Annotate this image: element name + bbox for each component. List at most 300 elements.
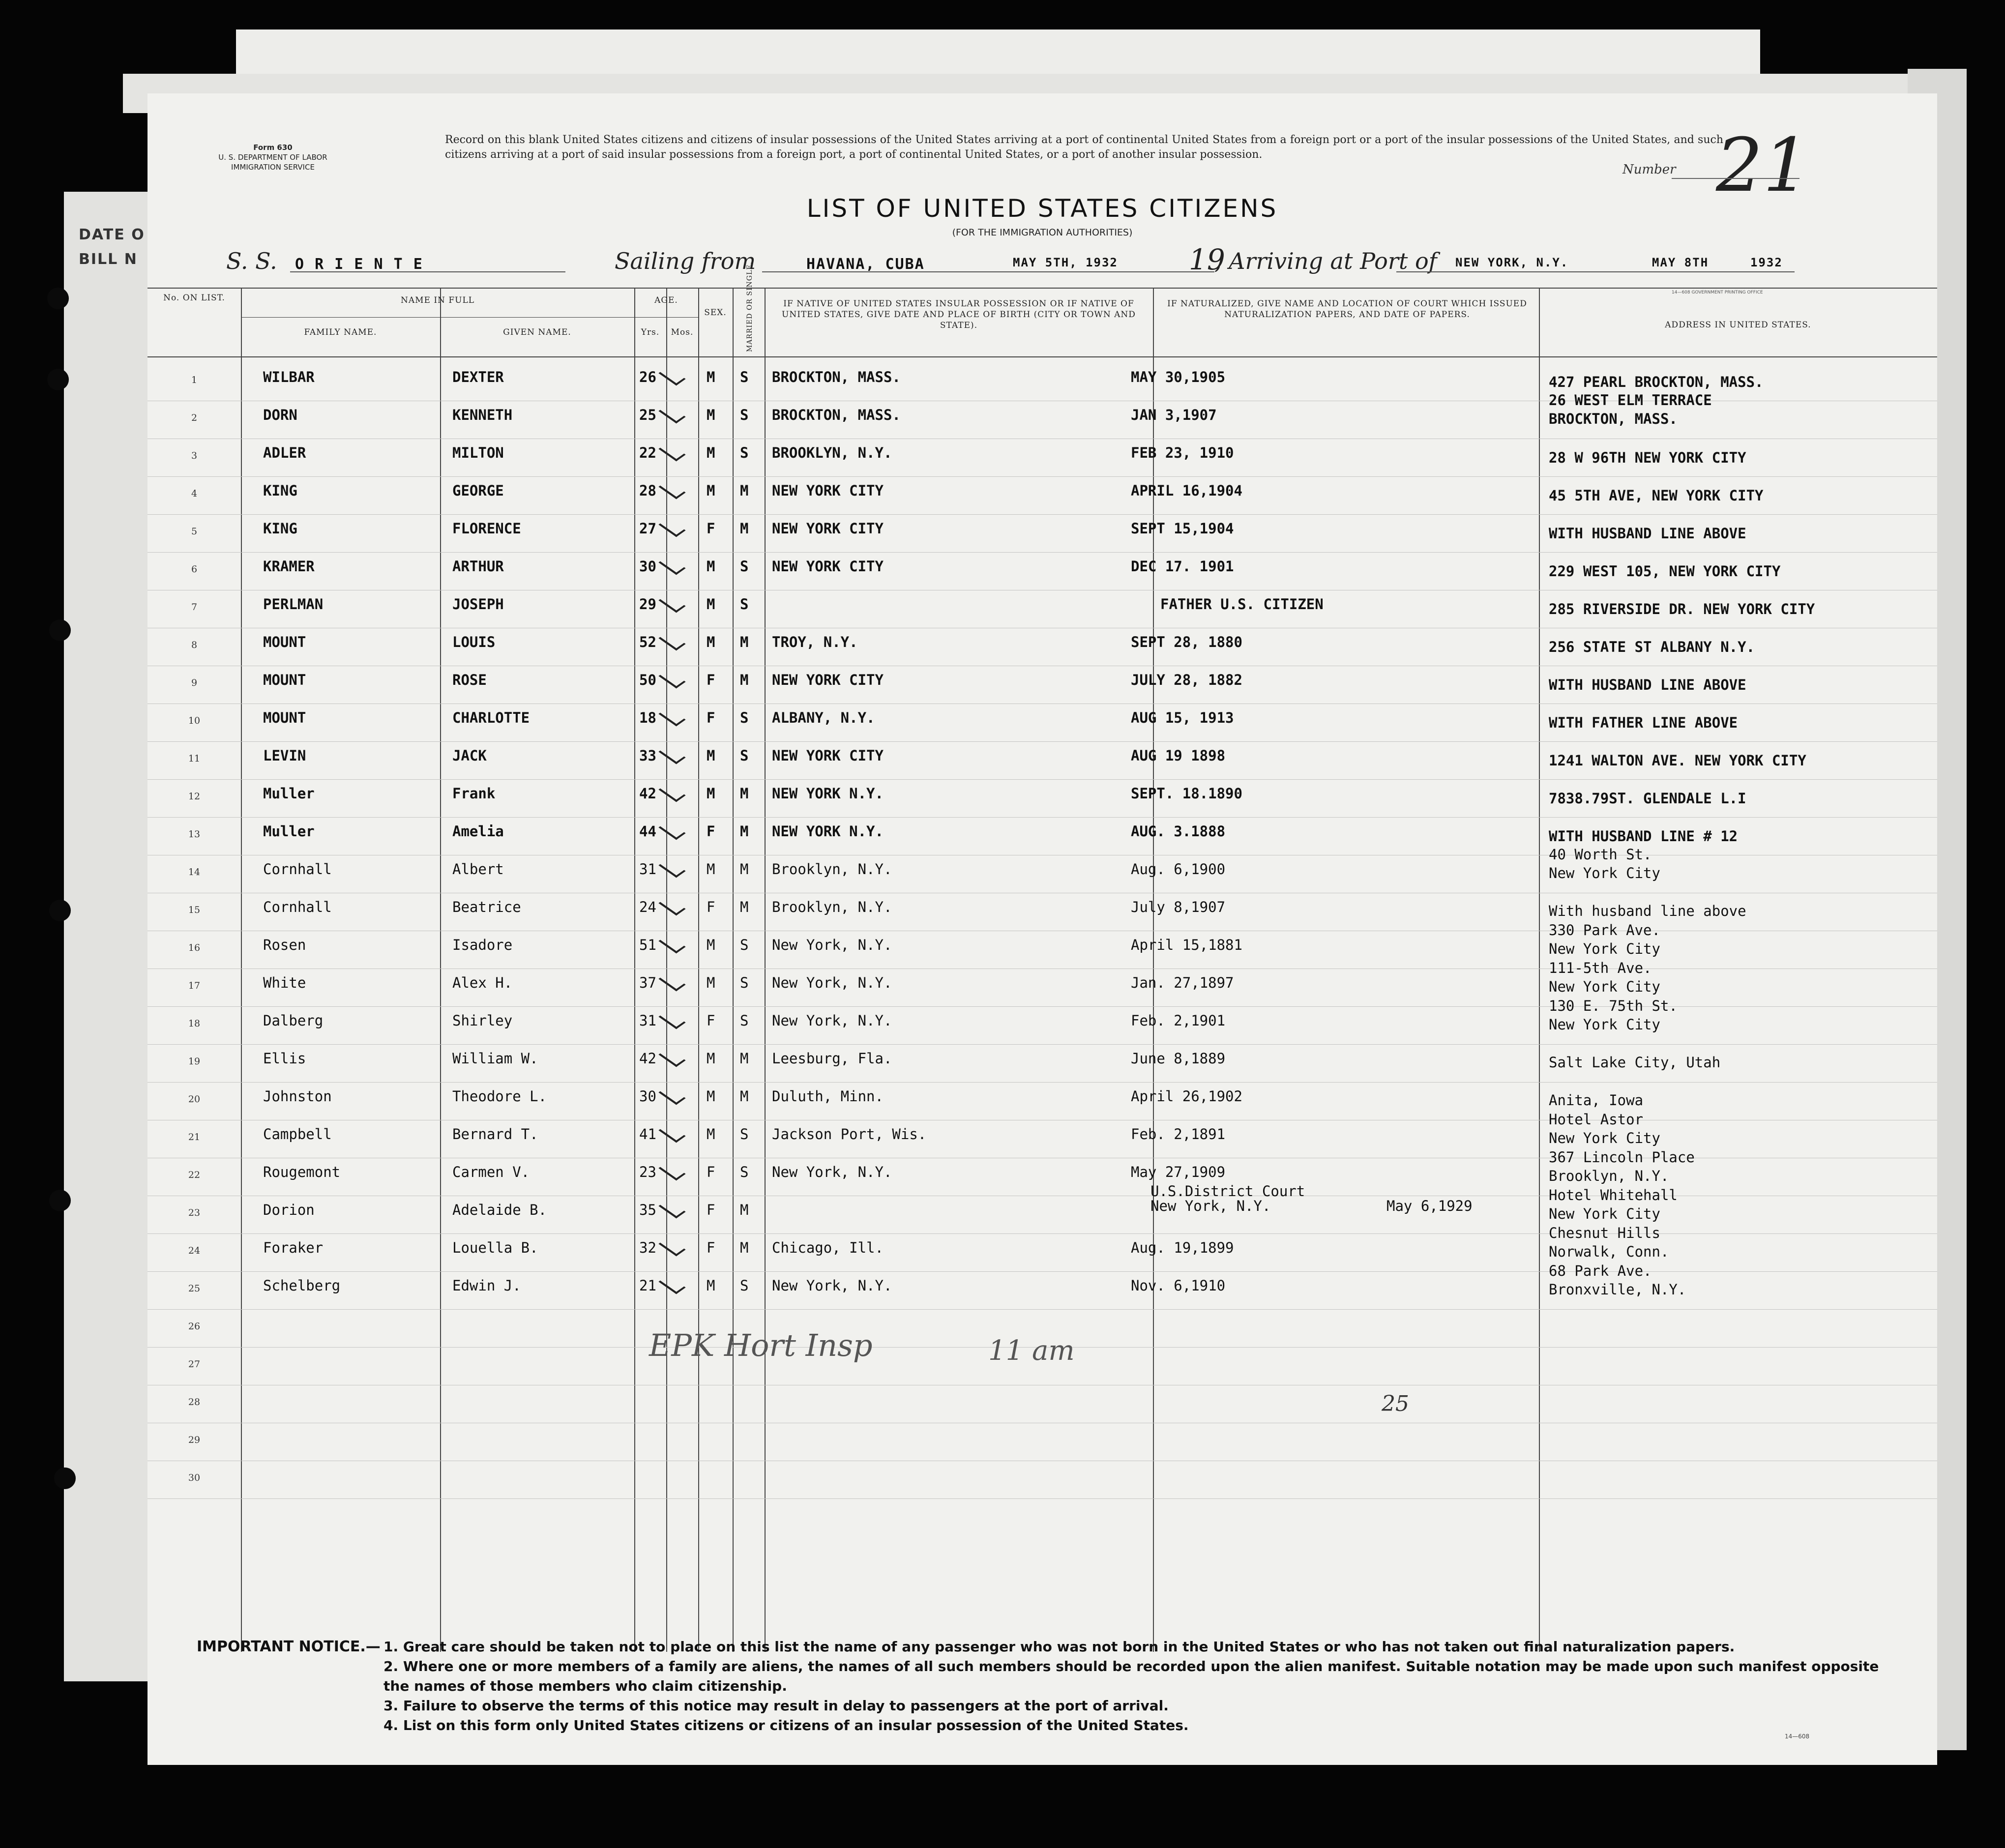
row-number: 21: [188, 1132, 201, 1143]
address-line: 229 WEST 105, NEW YORK CITY: [1549, 563, 1781, 580]
row-number: 1: [191, 375, 198, 385]
checkmark-icon: [658, 1010, 685, 1029]
family-name: Cornhall: [263, 861, 332, 878]
col-yrs: Yrs.: [641, 327, 660, 337]
birth-date: April 26,1902: [1131, 1088, 1242, 1105]
checkmark-icon: [658, 594, 685, 613]
birth-date: SEPT 15,1904: [1131, 520, 1234, 537]
sex: M: [707, 444, 715, 461]
marital-status: S: [740, 974, 749, 991]
birth-date: June 8,1889: [1131, 1050, 1226, 1067]
marital-status: S: [740, 1012, 749, 1029]
birth-date: Feb. 2,1901: [1131, 1012, 1226, 1029]
sex: M: [707, 747, 715, 764]
address-line: 285 RIVERSIDE DR. NEW YORK CITY: [1549, 601, 1815, 617]
count-annotation: 25: [1382, 1391, 1409, 1416]
sex: F: [707, 709, 715, 726]
sex: M: [707, 861, 715, 878]
notice-item: 2. Where one or more members of a family are aliens, the names of all such members should be recorded upon the alien manifest. Suitable notation may be made upon such manifest opposite the names of those members who claim citizenship.: [383, 1658, 1879, 1694]
col-divider: [698, 288, 699, 1652]
age-years: 32: [639, 1239, 656, 1256]
birth-place: NEW YORK N.Y.: [772, 785, 884, 802]
birth-place: New York, N.Y.: [772, 937, 892, 953]
birth-date: SEPT. 18.1890: [1131, 785, 1242, 802]
age-years: 44: [639, 823, 656, 840]
family-name: White: [263, 974, 306, 991]
age-years: 22: [639, 444, 656, 461]
sex: M: [707, 1088, 715, 1105]
header-bottom-rule: [147, 356, 1937, 357]
age-years: 24: [639, 899, 656, 915]
given-name: DEXTER: [452, 369, 504, 385]
col-married: MARRIED OR SINGLE.: [746, 262, 754, 352]
age-years: 26: [639, 369, 656, 385]
row-number: 17: [188, 980, 201, 991]
given-name: Isadore: [452, 937, 513, 953]
age-years: 51: [639, 937, 656, 953]
depart-hand: 19: [1189, 243, 1225, 276]
page-title: LIST OF UNITED STATES CITIZENS: [806, 194, 1278, 223]
sex: F: [707, 672, 715, 688]
birth-place: ALBANY, N.Y.: [772, 709, 875, 726]
sex: M: [707, 785, 715, 802]
checkmark-icon: [658, 670, 685, 689]
address-line: New York City: [1549, 1130, 1660, 1146]
family-name: Rougemont: [263, 1164, 341, 1180]
family-name: Campbell: [263, 1126, 332, 1143]
address-line: New York City: [1549, 940, 1660, 957]
row-rule: [147, 514, 1937, 515]
checkmark-icon: [658, 935, 685, 954]
sex: F: [707, 1239, 715, 1256]
age-years: 50: [639, 672, 656, 688]
row-number: 9: [191, 677, 198, 688]
marital-status: M: [740, 899, 749, 915]
age-years: 42: [639, 785, 656, 802]
row-number: 2: [191, 412, 198, 423]
given-name: Albert: [452, 861, 504, 878]
age-years: 29: [639, 596, 656, 613]
sex: F: [707, 1164, 715, 1180]
col-sex: SEX.: [704, 308, 727, 318]
number-underline: [1672, 178, 1799, 179]
punch-hole: [47, 288, 69, 309]
row-number: 23: [188, 1207, 201, 1218]
checkmark-icon: [658, 442, 685, 462]
sailing-from: HAVANA, CUBA: [806, 256, 925, 273]
checkmark-icon: [658, 783, 685, 802]
birth-place: BROCKTON, MASS.: [772, 369, 901, 385]
row-rule: [147, 1309, 1937, 1310]
birth-place: TROY, N.Y.: [772, 634, 858, 650]
birth-place: BROCKTON, MASS.: [772, 407, 901, 423]
naturalization-court: U.S.District Court: [1150, 1183, 1305, 1200]
birth-date: DEC 17. 1901: [1131, 558, 1234, 575]
given-name: Shirley: [452, 1012, 513, 1029]
depart-date: MAY 5TH, 1932: [1013, 256, 1118, 269]
family-name: PERLMAN: [263, 596, 324, 613]
col-divider: [765, 288, 766, 1652]
col-divider: [440, 288, 441, 1652]
birth-date: JULY 28, 1882: [1131, 672, 1242, 688]
sex: M: [707, 558, 715, 575]
name-sub-rule: [241, 317, 634, 318]
row-rule: [147, 1498, 1937, 1499]
given-name: Adelaide B.: [452, 1202, 547, 1218]
checkmark-icon: [658, 821, 685, 840]
row-rule: [147, 968, 1937, 969]
given-name: CHARLOTTE: [452, 709, 530, 726]
arrival-year: 1932: [1750, 256, 1783, 269]
sex: M: [707, 937, 715, 953]
age-years: 23: [639, 1164, 656, 1180]
naturalization-note: FATHER U.S. CITIZEN: [1160, 596, 1324, 613]
marital-status: M: [740, 861, 749, 878]
age-years: 31: [639, 861, 656, 878]
naturalization-location: New York, N.Y.: [1150, 1198, 1271, 1214]
address-line: WITH HUSBAND LINE # 12: [1549, 828, 1738, 845]
sex: F: [707, 1202, 715, 1218]
col-family: FAMILY NAME.: [304, 327, 377, 337]
age-sub-rule: [634, 317, 698, 318]
birth-date: Aug. 6,1900: [1131, 861, 1226, 878]
sailing-label: Sailing from: [615, 248, 756, 274]
col-birth: IF NATIVE OF UNITED STATES INSULAR POSSESSION OR IF NATIVE OF UNITED STATES, GIVE DATE AND PLACE OF BIRTH (CITY OR TOWN AND STATE).: [782, 299, 1136, 330]
family-name: Foraker: [263, 1239, 324, 1256]
marital-status: M: [740, 634, 749, 650]
row-number: 22: [188, 1170, 201, 1180]
row-number: 15: [188, 905, 201, 915]
birth-date: APRIL 16,1904: [1131, 482, 1242, 499]
printer-mark: 14—608 GOVERNMENT PRINTING OFFICE: [1672, 290, 1763, 295]
age-years: 37: [639, 974, 656, 991]
row-number: 8: [191, 640, 198, 650]
birth-date: AUG 19 1898: [1131, 747, 1226, 764]
notice-item: 4. List on this form only United States citizens or citizens of an insular possession of the United States.: [383, 1717, 1189, 1733]
family-name: ADLER: [263, 444, 306, 461]
given-name: ROSE: [452, 672, 487, 688]
birth-place: BROOKLYN, N.Y.: [772, 444, 892, 461]
birth-date: Jan. 27,1897: [1131, 974, 1234, 991]
family-name: KING: [263, 520, 297, 537]
col-divider: [634, 288, 635, 1652]
marital-status: M: [740, 1050, 749, 1067]
sex: F: [707, 1012, 715, 1029]
punch-hole: [49, 900, 71, 921]
side-stamp-2: BILL N: [79, 251, 138, 268]
family-name: Muller: [263, 785, 315, 802]
service: IMMIGRATION SERVICE: [231, 163, 315, 172]
sex: M: [707, 482, 715, 499]
department: U. S. DEPARTMENT OF LABOR: [218, 153, 327, 162]
col-divider: [241, 288, 242, 1652]
row-number: 12: [188, 791, 201, 802]
checkmark-icon: [658, 897, 685, 916]
address-line: 130 E. 75th St.: [1549, 997, 1678, 1014]
birth-date: MAY 30,1905: [1131, 369, 1226, 385]
sex: M: [707, 1050, 715, 1067]
row-number: 5: [191, 526, 198, 537]
given-name: Edwin J.: [452, 1277, 521, 1294]
age-years: 31: [639, 1012, 656, 1029]
sex: F: [707, 520, 715, 537]
page-subtitle: (FOR THE IMMIGRATION AUTHORITIES): [952, 227, 1133, 238]
age-years: 33: [639, 747, 656, 764]
footer-code: 14—608: [1785, 1733, 1810, 1740]
col-mos: Mos.: [671, 327, 694, 337]
intro-text: Record on this blank United States citizens and citizens of insular possessions of the United States arriving at a port of continental United States from a foreign port or a port of the insular possessions of the United States, and such citizens arriving at a port of said insular possessions from a foreign port, a port of continental United States, or a port of another insular possession.: [445, 134, 1723, 161]
address-line: 111-5th Ave.: [1549, 960, 1652, 976]
col-divider: [1539, 288, 1540, 1652]
birth-date: Feb. 2,1891: [1131, 1126, 1226, 1143]
checkmark-icon: [658, 1237, 685, 1257]
birth-date: AUG. 3.1888: [1131, 823, 1226, 840]
checkmark-icon: [658, 480, 685, 499]
notice-item: 1. Great care should be taken not to place on this list the name of any passenger who was not born in the United States or who has not taken out final naturalization papers.: [383, 1639, 1735, 1655]
address-line: With husband line above: [1549, 903, 1746, 919]
given-name: GEORGE: [452, 482, 504, 499]
sex: F: [707, 899, 715, 915]
birth-place: NEW YORK CITY: [772, 482, 884, 499]
age-years: 35: [639, 1202, 656, 1218]
checkmark-icon: [658, 1124, 685, 1143]
col-age: AGE.: [654, 295, 678, 305]
sex: M: [707, 974, 715, 991]
birth-date: JAN 3,1907: [1131, 407, 1217, 423]
marital-status: S: [740, 369, 749, 385]
row-number: 3: [191, 450, 198, 461]
arriving-label: , Arriving at Port of: [1214, 248, 1437, 274]
birth-place: NEW YORK CITY: [772, 747, 884, 764]
address-line: 28 W 96TH NEW YORK CITY: [1549, 449, 1746, 466]
row-number: 25: [188, 1283, 201, 1294]
checkmark-icon: [658, 1275, 685, 1294]
address-line: 427 PEARL BROCKTON, MASS.: [1549, 374, 1764, 390]
given-name: JOSEPH: [452, 596, 504, 613]
checkmark-icon: [658, 367, 685, 386]
age-years: 42: [639, 1050, 656, 1067]
given-name: ARTHUR: [452, 558, 504, 575]
col-name-in-full: NAME IN FULL: [400, 295, 475, 305]
sex: M: [707, 596, 715, 613]
checkmark-icon: [658, 1200, 685, 1219]
marital-status: S: [740, 747, 749, 764]
family-name: DORN: [263, 407, 297, 423]
family-name: Cornhall: [263, 899, 332, 915]
birth-date: Nov. 6,1910: [1131, 1277, 1226, 1294]
age-years: 41: [639, 1126, 656, 1143]
given-name: MILTON: [452, 444, 504, 461]
notice-items: [383, 1637, 1888, 1735]
row-number: 27: [188, 1359, 201, 1370]
sex: M: [707, 1277, 715, 1294]
row-number: 16: [188, 942, 201, 953]
birth-date: AUG 15, 1913: [1131, 709, 1234, 726]
arrival-date: MAY 8TH: [1652, 256, 1709, 269]
birth-date: SEPT 28, 1880: [1131, 634, 1242, 650]
col-no: No. ON LIST.: [163, 293, 225, 303]
marital-status: M: [740, 1202, 749, 1218]
birth-date: Aug. 19,1899: [1131, 1239, 1234, 1256]
family-name: MOUNT: [263, 634, 306, 650]
row-rule: [147, 476, 1937, 477]
age-years: 21: [639, 1277, 656, 1294]
ship-underline: [290, 271, 565, 272]
col-divider: [733, 288, 734, 1652]
row-number: 11: [188, 753, 201, 764]
row-number: 18: [188, 1018, 201, 1029]
sex: F: [707, 823, 715, 840]
row-rule: [147, 779, 1937, 780]
marital-status: M: [740, 1239, 749, 1256]
row-rule: [147, 1082, 1937, 1083]
form-number: Form 630: [253, 143, 293, 152]
given-name: William W.: [452, 1050, 538, 1067]
row-number: 28: [188, 1397, 201, 1408]
marital-status: S: [740, 1277, 749, 1294]
marital-status: S: [740, 1164, 749, 1180]
age-years: 28: [639, 482, 656, 499]
given-name: LOUIS: [452, 634, 496, 650]
marital-status: S: [740, 937, 749, 953]
number-label: Number: [1622, 162, 1676, 177]
port-underline: [1396, 271, 1795, 272]
sex: M: [707, 634, 715, 650]
checkmark-icon: [658, 518, 685, 537]
family-name: LEVIN: [263, 747, 306, 764]
given-name: Louella B.: [452, 1239, 538, 1256]
given-name: KENNETH: [452, 407, 513, 423]
family-name: Dorion: [263, 1202, 315, 1218]
birth-place: New York, N.Y.: [772, 1164, 892, 1180]
given-name: Beatrice: [452, 899, 521, 915]
address-line: Hotel Whitehall: [1549, 1187, 1678, 1203]
address-line: 367 Lincoln Place: [1549, 1149, 1695, 1166]
col-address: ADDRESS IN UNITED STATES.: [1665, 320, 1811, 330]
address-line: WITH HUSBAND LINE ABOVE: [1549, 525, 1746, 542]
row-number: 14: [188, 867, 201, 878]
row-rule: [147, 817, 1937, 818]
address-line: 256 STATE ST ALBANY N.Y.: [1549, 639, 1755, 655]
given-name: Bernard T.: [452, 1126, 538, 1143]
table-top-rule: [147, 288, 1937, 289]
time-annotation: 11 am: [988, 1335, 1075, 1367]
address-line: Brooklyn, N.Y.: [1549, 1168, 1669, 1184]
age-years: 27: [639, 520, 656, 537]
marital-status: M: [740, 785, 749, 802]
birth-place: New York, N.Y.: [772, 974, 892, 991]
address-line: WITH FATHER LINE ABOVE: [1549, 714, 1738, 731]
checkmark-icon: [658, 556, 685, 575]
checkmark-icon: [658, 745, 685, 764]
family-name: Ellis: [263, 1050, 306, 1067]
marital-status: S: [740, 596, 749, 613]
marital-status: M: [740, 520, 749, 537]
family-name: KRAMER: [263, 558, 315, 575]
address-line: 40 Worth St.: [1549, 846, 1652, 863]
row-number: 6: [191, 564, 198, 575]
punch-hole: [54, 1467, 76, 1489]
age-years: 18: [639, 709, 656, 726]
address-line: 26 WEST ELM TERRACE: [1549, 392, 1712, 409]
marital-status: S: [740, 709, 749, 726]
birth-place: NEW YORK N.Y.: [772, 823, 884, 840]
marital-status: S: [740, 1126, 749, 1143]
family-name: Schelberg: [263, 1277, 341, 1294]
birth-place: New York, N.Y.: [772, 1012, 892, 1029]
sex: M: [707, 1126, 715, 1143]
birth-place: Brooklyn, N.Y.: [772, 861, 892, 878]
row-rule: [147, 552, 1937, 553]
row-number: 24: [188, 1245, 201, 1256]
row-number: 7: [191, 602, 198, 613]
checkmark-icon: [658, 1048, 685, 1067]
birth-place: Chicago, Ill.: [772, 1239, 884, 1256]
address-line: Anita, Iowa: [1549, 1092, 1644, 1109]
arrival-port: NEW YORK, N.Y.: [1455, 256, 1569, 269]
notice-item: 3. Failure to observe the terms of this notice may result in delay to passengers at the port of arrival.: [383, 1698, 1169, 1714]
row-number: 19: [188, 1056, 201, 1067]
birth-date: April 15,1881: [1131, 937, 1242, 953]
birth-date: FEB 23, 1910: [1131, 444, 1234, 461]
row-rule: [147, 741, 1937, 742]
birth-place: NEW YORK CITY: [772, 558, 884, 575]
birth-place: NEW YORK CITY: [772, 672, 884, 688]
family-name: KING: [263, 482, 297, 499]
marital-status: S: [740, 444, 749, 461]
address-line: BROCKTON, MASS.: [1549, 411, 1678, 427]
birth-date: May 27,1909: [1131, 1164, 1226, 1180]
age-years: 30: [639, 558, 656, 575]
birth-place: Brooklyn, N.Y.: [772, 899, 892, 915]
date-underline: [1003, 271, 1214, 272]
family-name: MOUNT: [263, 672, 306, 688]
family-name: MOUNT: [263, 709, 306, 726]
marital-status: S: [740, 558, 749, 575]
address-line: 68 Park Ave.: [1549, 1262, 1652, 1279]
row-number: 10: [188, 715, 201, 726]
address-line: Norwalk, Conn.: [1549, 1243, 1669, 1260]
sex: M: [707, 369, 715, 385]
marital-status: S: [740, 407, 749, 423]
address-line: Bronxville, N.Y.: [1549, 1281, 1686, 1298]
checkmark-icon: [658, 1086, 685, 1105]
row-number: 30: [188, 1472, 201, 1483]
punch-hole: [49, 619, 71, 641]
birth-place: NEW YORK CITY: [772, 520, 884, 537]
punch-hole: [49, 1190, 71, 1211]
birth-place: Duluth, Minn.: [772, 1088, 884, 1105]
age-years: 30: [639, 1088, 656, 1105]
age-years: 52: [639, 634, 656, 650]
family-name: Johnston: [263, 1088, 332, 1105]
given-name: Frank: [452, 785, 496, 802]
given-name: JACK: [452, 747, 487, 764]
manifest-sheet: [147, 93, 1937, 1765]
address-line: New York City: [1549, 978, 1660, 995]
checkmark-icon: [658, 859, 685, 878]
family-name: Rosen: [263, 937, 306, 953]
address-line: 330 Park Ave.: [1549, 922, 1660, 939]
row-number: 29: [188, 1435, 201, 1445]
ss-label: S. S.: [226, 248, 277, 274]
number-value: 21: [1716, 123, 1810, 208]
ship-name: O R I E N T E: [295, 256, 423, 273]
birth-place: New York, N.Y.: [772, 1277, 892, 1294]
birth-date: July 8,1907: [1131, 899, 1226, 915]
address-line: 1241 WALTON AVE. NEW YORK CITY: [1549, 752, 1806, 769]
row-number: 4: [191, 488, 198, 499]
